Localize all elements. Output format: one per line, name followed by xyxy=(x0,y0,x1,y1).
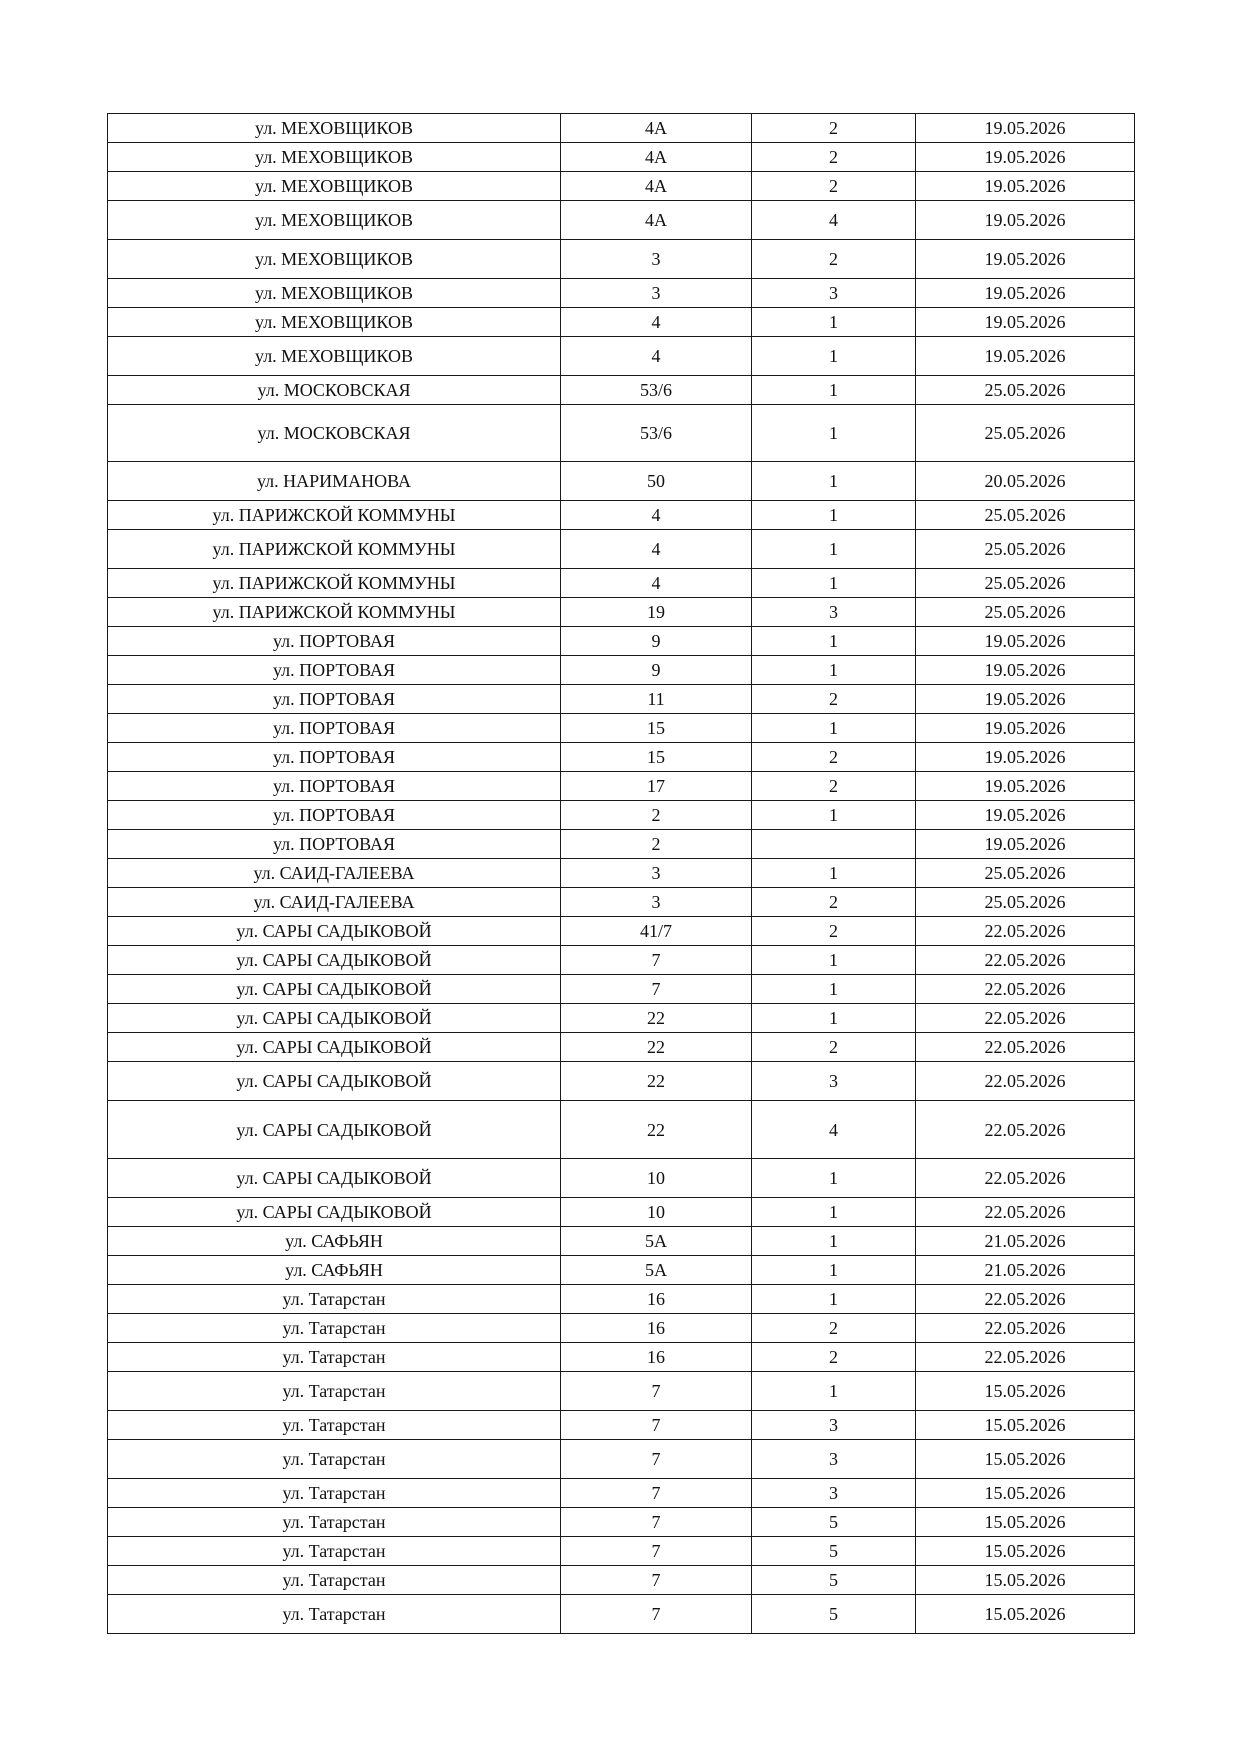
date-cell: 19.05.2026 xyxy=(916,801,1135,830)
date-cell: 19.05.2026 xyxy=(916,337,1135,376)
table-row xyxy=(108,1479,1135,1508)
table-row xyxy=(108,1004,1135,1033)
entrance-cell: 1 xyxy=(752,1256,916,1285)
street-cell: ул. МЕХОВЩИКОВ xyxy=(108,308,561,337)
entrance-cell: 1 xyxy=(752,714,916,743)
entrance-cell: 1 xyxy=(752,376,916,405)
table-row xyxy=(108,1314,1135,1343)
date-cell: 25.05.2026 xyxy=(916,530,1135,569)
entrance-cell: 2 xyxy=(752,772,916,801)
table-row xyxy=(108,1411,1135,1440)
date-cell: 25.05.2026 xyxy=(916,598,1135,627)
entrance-cell: 5 xyxy=(752,1595,916,1634)
table-row xyxy=(108,569,1135,598)
table-row xyxy=(108,627,1135,656)
address-schedule-table xyxy=(107,113,1135,1634)
date-cell: 21.05.2026 xyxy=(916,1256,1135,1285)
house-number-cell: 2 xyxy=(561,801,752,830)
date-cell: 22.05.2026 xyxy=(916,1004,1135,1033)
table-row xyxy=(108,946,1135,975)
entrance-cell: 1 xyxy=(752,801,916,830)
table-row xyxy=(108,462,1135,501)
house-number-cell: 16 xyxy=(561,1285,752,1314)
entrance-cell: 4 xyxy=(752,1101,916,1159)
street-cell: ул. САРЫ САДЫКОВОЙ xyxy=(108,1004,561,1033)
entrance-cell: 5 xyxy=(752,1508,916,1537)
house-number-cell: 7 xyxy=(561,1566,752,1595)
entrance-cell: 1 xyxy=(752,975,916,1004)
entrance-cell: 1 xyxy=(752,1227,916,1256)
house-number-cell: 7 xyxy=(561,1372,752,1411)
street-cell: ул. САФЬЯН xyxy=(108,1256,561,1285)
street-cell: ул. Татарстан xyxy=(108,1440,561,1479)
house-number-cell: 50 xyxy=(561,462,752,501)
street-cell: ул. САРЫ САДЫКОВОЙ xyxy=(108,975,561,1004)
date-cell: 22.05.2026 xyxy=(916,975,1135,1004)
entrance-cell: 3 xyxy=(752,598,916,627)
table-row xyxy=(108,143,1135,172)
table-row xyxy=(108,1440,1135,1479)
street-cell: ул. ПАРИЖСКОЙ КОММУНЫ xyxy=(108,569,561,598)
date-cell: 21.05.2026 xyxy=(916,1227,1135,1256)
table-row xyxy=(108,685,1135,714)
date-cell: 22.05.2026 xyxy=(916,1159,1135,1198)
street-cell: ул. Татарстан xyxy=(108,1372,561,1411)
table-row xyxy=(108,1566,1135,1595)
table-row xyxy=(108,405,1135,462)
house-number-cell: 10 xyxy=(561,1198,752,1227)
date-cell: 19.05.2026 xyxy=(916,772,1135,801)
entrance-cell: 1 xyxy=(752,308,916,337)
street-cell: ул. МЕХОВЩИКОВ xyxy=(108,172,561,201)
date-cell: 25.05.2026 xyxy=(916,569,1135,598)
entrance-cell: 2 xyxy=(752,685,916,714)
entrance-cell: 1 xyxy=(752,656,916,685)
date-cell: 20.05.2026 xyxy=(916,462,1135,501)
street-cell: ул. САРЫ САДЫКОВОЙ xyxy=(108,1062,561,1101)
street-cell: ул. Татарстан xyxy=(108,1566,561,1595)
date-cell: 22.05.2026 xyxy=(916,1062,1135,1101)
street-cell: ул. САРЫ САДЫКОВОЙ xyxy=(108,946,561,975)
street-cell: ул. НАРИМАНОВА xyxy=(108,462,561,501)
date-cell: 22.05.2026 xyxy=(916,1343,1135,1372)
table-row xyxy=(108,975,1135,1004)
house-number-cell: 4 xyxy=(561,337,752,376)
street-cell: ул. Татарстан xyxy=(108,1285,561,1314)
date-cell: 22.05.2026 xyxy=(916,917,1135,946)
street-cell: ул. Татарстан xyxy=(108,1595,561,1634)
date-cell: 25.05.2026 xyxy=(916,501,1135,530)
date-cell: 22.05.2026 xyxy=(916,1033,1135,1062)
date-cell: 25.05.2026 xyxy=(916,376,1135,405)
street-cell: ул. Татарстан xyxy=(108,1508,561,1537)
table-row xyxy=(108,172,1135,201)
street-cell: ул. САРЫ САДЫКОВОЙ xyxy=(108,1033,561,1062)
house-number-cell: 5А xyxy=(561,1227,752,1256)
entrance-cell: 2 xyxy=(752,240,916,279)
street-cell: ул. ПОРТОВАЯ xyxy=(108,801,561,830)
table-row xyxy=(108,1256,1135,1285)
entrance-cell: 3 xyxy=(752,1479,916,1508)
house-number-cell: 7 xyxy=(561,1479,752,1508)
street-cell: ул. САФЬЯН xyxy=(108,1227,561,1256)
street-cell: ул. МЕХОВЩИКОВ xyxy=(108,201,561,240)
street-cell: ул. МОСКОВСКАЯ xyxy=(108,376,561,405)
table-row xyxy=(108,772,1135,801)
street-cell: ул. ПОРТОВАЯ xyxy=(108,830,561,859)
table-row xyxy=(108,917,1135,946)
house-number-cell: 17 xyxy=(561,772,752,801)
table-row xyxy=(108,656,1135,685)
table-row xyxy=(108,743,1135,772)
house-number-cell: 22 xyxy=(561,1004,752,1033)
entrance-cell: 2 xyxy=(752,888,916,917)
house-number-cell: 7 xyxy=(561,1440,752,1479)
entrance-cell: 1 xyxy=(752,1004,916,1033)
table-row xyxy=(108,1227,1135,1256)
date-cell: 19.05.2026 xyxy=(916,685,1135,714)
date-cell: 25.05.2026 xyxy=(916,859,1135,888)
table-row xyxy=(108,1159,1135,1198)
street-cell: ул. САРЫ САДЫКОВОЙ xyxy=(108,1198,561,1227)
date-cell: 19.05.2026 xyxy=(916,201,1135,240)
street-cell: ул. САРЫ САДЫКОВОЙ xyxy=(108,1159,561,1198)
house-number-cell: 4А xyxy=(561,143,752,172)
street-cell: ул. ПОРТОВАЯ xyxy=(108,627,561,656)
table-body xyxy=(108,114,1135,1634)
table-row xyxy=(108,1285,1135,1314)
table-row xyxy=(108,859,1135,888)
entrance-cell: 3 xyxy=(752,279,916,308)
table-row xyxy=(108,714,1135,743)
street-cell: ул. Татарстан xyxy=(108,1537,561,1566)
house-number-cell: 3 xyxy=(561,279,752,308)
table-row xyxy=(108,801,1135,830)
table-row xyxy=(108,1033,1135,1062)
date-cell: 19.05.2026 xyxy=(916,240,1135,279)
street-cell: ул. ПОРТОВАЯ xyxy=(108,656,561,685)
house-number-cell: 2 xyxy=(561,830,752,859)
street-cell: ул. ПОРТОВАЯ xyxy=(108,685,561,714)
table-row xyxy=(108,1343,1135,1372)
date-cell: 19.05.2026 xyxy=(916,143,1135,172)
house-number-cell: 41/7 xyxy=(561,917,752,946)
house-number-cell: 3 xyxy=(561,240,752,279)
entrance-cell xyxy=(752,830,916,859)
house-number-cell: 5А xyxy=(561,1256,752,1285)
house-number-cell: 4А xyxy=(561,172,752,201)
house-number-cell: 11 xyxy=(561,685,752,714)
house-number-cell: 53/6 xyxy=(561,405,752,462)
entrance-cell: 2 xyxy=(752,143,916,172)
date-cell: 15.05.2026 xyxy=(916,1411,1135,1440)
street-cell: ул. МЕХОВЩИКОВ xyxy=(108,143,561,172)
entrance-cell: 2 xyxy=(752,1314,916,1343)
entrance-cell: 3 xyxy=(752,1411,916,1440)
date-cell: 15.05.2026 xyxy=(916,1595,1135,1634)
street-cell: ул. ПОРТОВАЯ xyxy=(108,743,561,772)
entrance-cell: 1 xyxy=(752,501,916,530)
entrance-cell: 1 xyxy=(752,627,916,656)
street-cell: ул. Татарстан xyxy=(108,1479,561,1508)
house-number-cell: 15 xyxy=(561,743,752,772)
date-cell: 19.05.2026 xyxy=(916,308,1135,337)
street-cell: ул. САРЫ САДЫКОВОЙ xyxy=(108,917,561,946)
date-cell: 15.05.2026 xyxy=(916,1537,1135,1566)
house-number-cell: 9 xyxy=(561,656,752,685)
entrance-cell: 4 xyxy=(752,201,916,240)
table-row xyxy=(108,279,1135,308)
house-number-cell: 16 xyxy=(561,1314,752,1343)
table-row xyxy=(108,501,1135,530)
entrance-cell: 1 xyxy=(752,946,916,975)
house-number-cell: 22 xyxy=(561,1033,752,1062)
date-cell: 22.05.2026 xyxy=(916,1101,1135,1159)
entrance-cell: 1 xyxy=(752,1198,916,1227)
entrance-cell: 5 xyxy=(752,1537,916,1566)
house-number-cell: 4А xyxy=(561,201,752,240)
street-cell: ул. САРЫ САДЫКОВОЙ xyxy=(108,1101,561,1159)
street-cell: ул. МОСКОВСКАЯ xyxy=(108,405,561,462)
table-row xyxy=(108,888,1135,917)
date-cell: 19.05.2026 xyxy=(916,656,1135,685)
date-cell: 25.05.2026 xyxy=(916,888,1135,917)
street-cell: ул. ПАРИЖСКОЙ КОММУНЫ xyxy=(108,530,561,569)
house-number-cell: 22 xyxy=(561,1062,752,1101)
house-number-cell: 19 xyxy=(561,598,752,627)
date-cell: 19.05.2026 xyxy=(916,172,1135,201)
entrance-cell: 2 xyxy=(752,172,916,201)
street-cell: ул. САИД-ГАЛЕЕВА xyxy=(108,859,561,888)
house-number-cell: 4А xyxy=(561,114,752,143)
house-number-cell: 7 xyxy=(561,946,752,975)
street-cell: ул. МЕХОВЩИКОВ xyxy=(108,114,561,143)
date-cell: 25.05.2026 xyxy=(916,405,1135,462)
table-row xyxy=(108,114,1135,143)
table-row xyxy=(108,240,1135,279)
street-cell: ул. МЕХОВЩИКОВ xyxy=(108,279,561,308)
entrance-cell: 2 xyxy=(752,114,916,143)
table-row xyxy=(108,1372,1135,1411)
table-row xyxy=(108,1537,1135,1566)
date-cell: 15.05.2026 xyxy=(916,1440,1135,1479)
table-row xyxy=(108,337,1135,376)
entrance-cell: 2 xyxy=(752,1343,916,1372)
house-number-cell: 3 xyxy=(561,888,752,917)
table-row xyxy=(108,376,1135,405)
street-cell: ул. МЕХОВЩИКОВ xyxy=(108,337,561,376)
date-cell: 15.05.2026 xyxy=(916,1566,1135,1595)
table-row xyxy=(108,1508,1135,1537)
table-row xyxy=(108,598,1135,627)
table-row xyxy=(108,830,1135,859)
date-cell: 19.05.2026 xyxy=(916,743,1135,772)
street-cell: ул. МЕХОВЩИКОВ xyxy=(108,240,561,279)
entrance-cell: 1 xyxy=(752,530,916,569)
table-row xyxy=(108,308,1135,337)
entrance-cell: 1 xyxy=(752,1159,916,1198)
house-number-cell: 7 xyxy=(561,1537,752,1566)
entrance-cell: 3 xyxy=(752,1062,916,1101)
entrance-cell: 1 xyxy=(752,1372,916,1411)
date-cell: 19.05.2026 xyxy=(916,114,1135,143)
table-row xyxy=(108,1595,1135,1634)
entrance-cell: 1 xyxy=(752,1285,916,1314)
date-cell: 19.05.2026 xyxy=(916,279,1135,308)
entrance-cell: 1 xyxy=(752,462,916,501)
street-cell: ул. ПОРТОВАЯ xyxy=(108,714,561,743)
date-cell: 19.05.2026 xyxy=(916,830,1135,859)
house-number-cell: 7 xyxy=(561,1411,752,1440)
house-number-cell: 16 xyxy=(561,1343,752,1372)
date-cell: 22.05.2026 xyxy=(916,1198,1135,1227)
table-row xyxy=(108,1101,1135,1159)
date-cell: 19.05.2026 xyxy=(916,627,1135,656)
street-cell: ул. ПАРИЖСКОЙ КОММУНЫ xyxy=(108,501,561,530)
entrance-cell: 2 xyxy=(752,917,916,946)
house-number-cell: 10 xyxy=(561,1159,752,1198)
entrance-cell: 1 xyxy=(752,405,916,462)
date-cell: 15.05.2026 xyxy=(916,1372,1135,1411)
house-number-cell: 22 xyxy=(561,1101,752,1159)
date-cell: 15.05.2026 xyxy=(916,1508,1135,1537)
street-cell: ул. Татарстан xyxy=(108,1343,561,1372)
house-number-cell: 4 xyxy=(561,308,752,337)
entrance-cell: 5 xyxy=(752,1566,916,1595)
date-cell: 15.05.2026 xyxy=(916,1479,1135,1508)
house-number-cell: 4 xyxy=(561,501,752,530)
table-row xyxy=(108,530,1135,569)
entrance-cell: 1 xyxy=(752,337,916,376)
entrance-cell: 3 xyxy=(752,1440,916,1479)
house-number-cell: 7 xyxy=(561,1595,752,1634)
street-cell: ул. САИД-ГАЛЕЕВА xyxy=(108,888,561,917)
entrance-cell: 1 xyxy=(752,569,916,598)
table-row xyxy=(108,1062,1135,1101)
street-cell: ул. Татарстан xyxy=(108,1314,561,1343)
house-number-cell: 53/6 xyxy=(561,376,752,405)
date-cell: 22.05.2026 xyxy=(916,946,1135,975)
entrance-cell: 2 xyxy=(752,743,916,772)
street-cell: ул. ПАРИЖСКОЙ КОММУНЫ xyxy=(108,598,561,627)
street-cell: ул. ПОРТОВАЯ xyxy=(108,772,561,801)
house-number-cell: 9 xyxy=(561,627,752,656)
date-cell: 22.05.2026 xyxy=(916,1285,1135,1314)
table-row xyxy=(108,1198,1135,1227)
house-number-cell: 3 xyxy=(561,859,752,888)
date-cell: 19.05.2026 xyxy=(916,714,1135,743)
house-number-cell: 4 xyxy=(561,569,752,598)
table-row xyxy=(108,201,1135,240)
entrance-cell: 2 xyxy=(752,1033,916,1062)
house-number-cell: 7 xyxy=(561,1508,752,1537)
house-number-cell: 7 xyxy=(561,975,752,1004)
house-number-cell: 4 xyxy=(561,530,752,569)
date-cell: 22.05.2026 xyxy=(916,1314,1135,1343)
house-number-cell: 15 xyxy=(561,714,752,743)
street-cell: ул. Татарстан xyxy=(108,1411,561,1440)
entrance-cell: 1 xyxy=(752,859,916,888)
